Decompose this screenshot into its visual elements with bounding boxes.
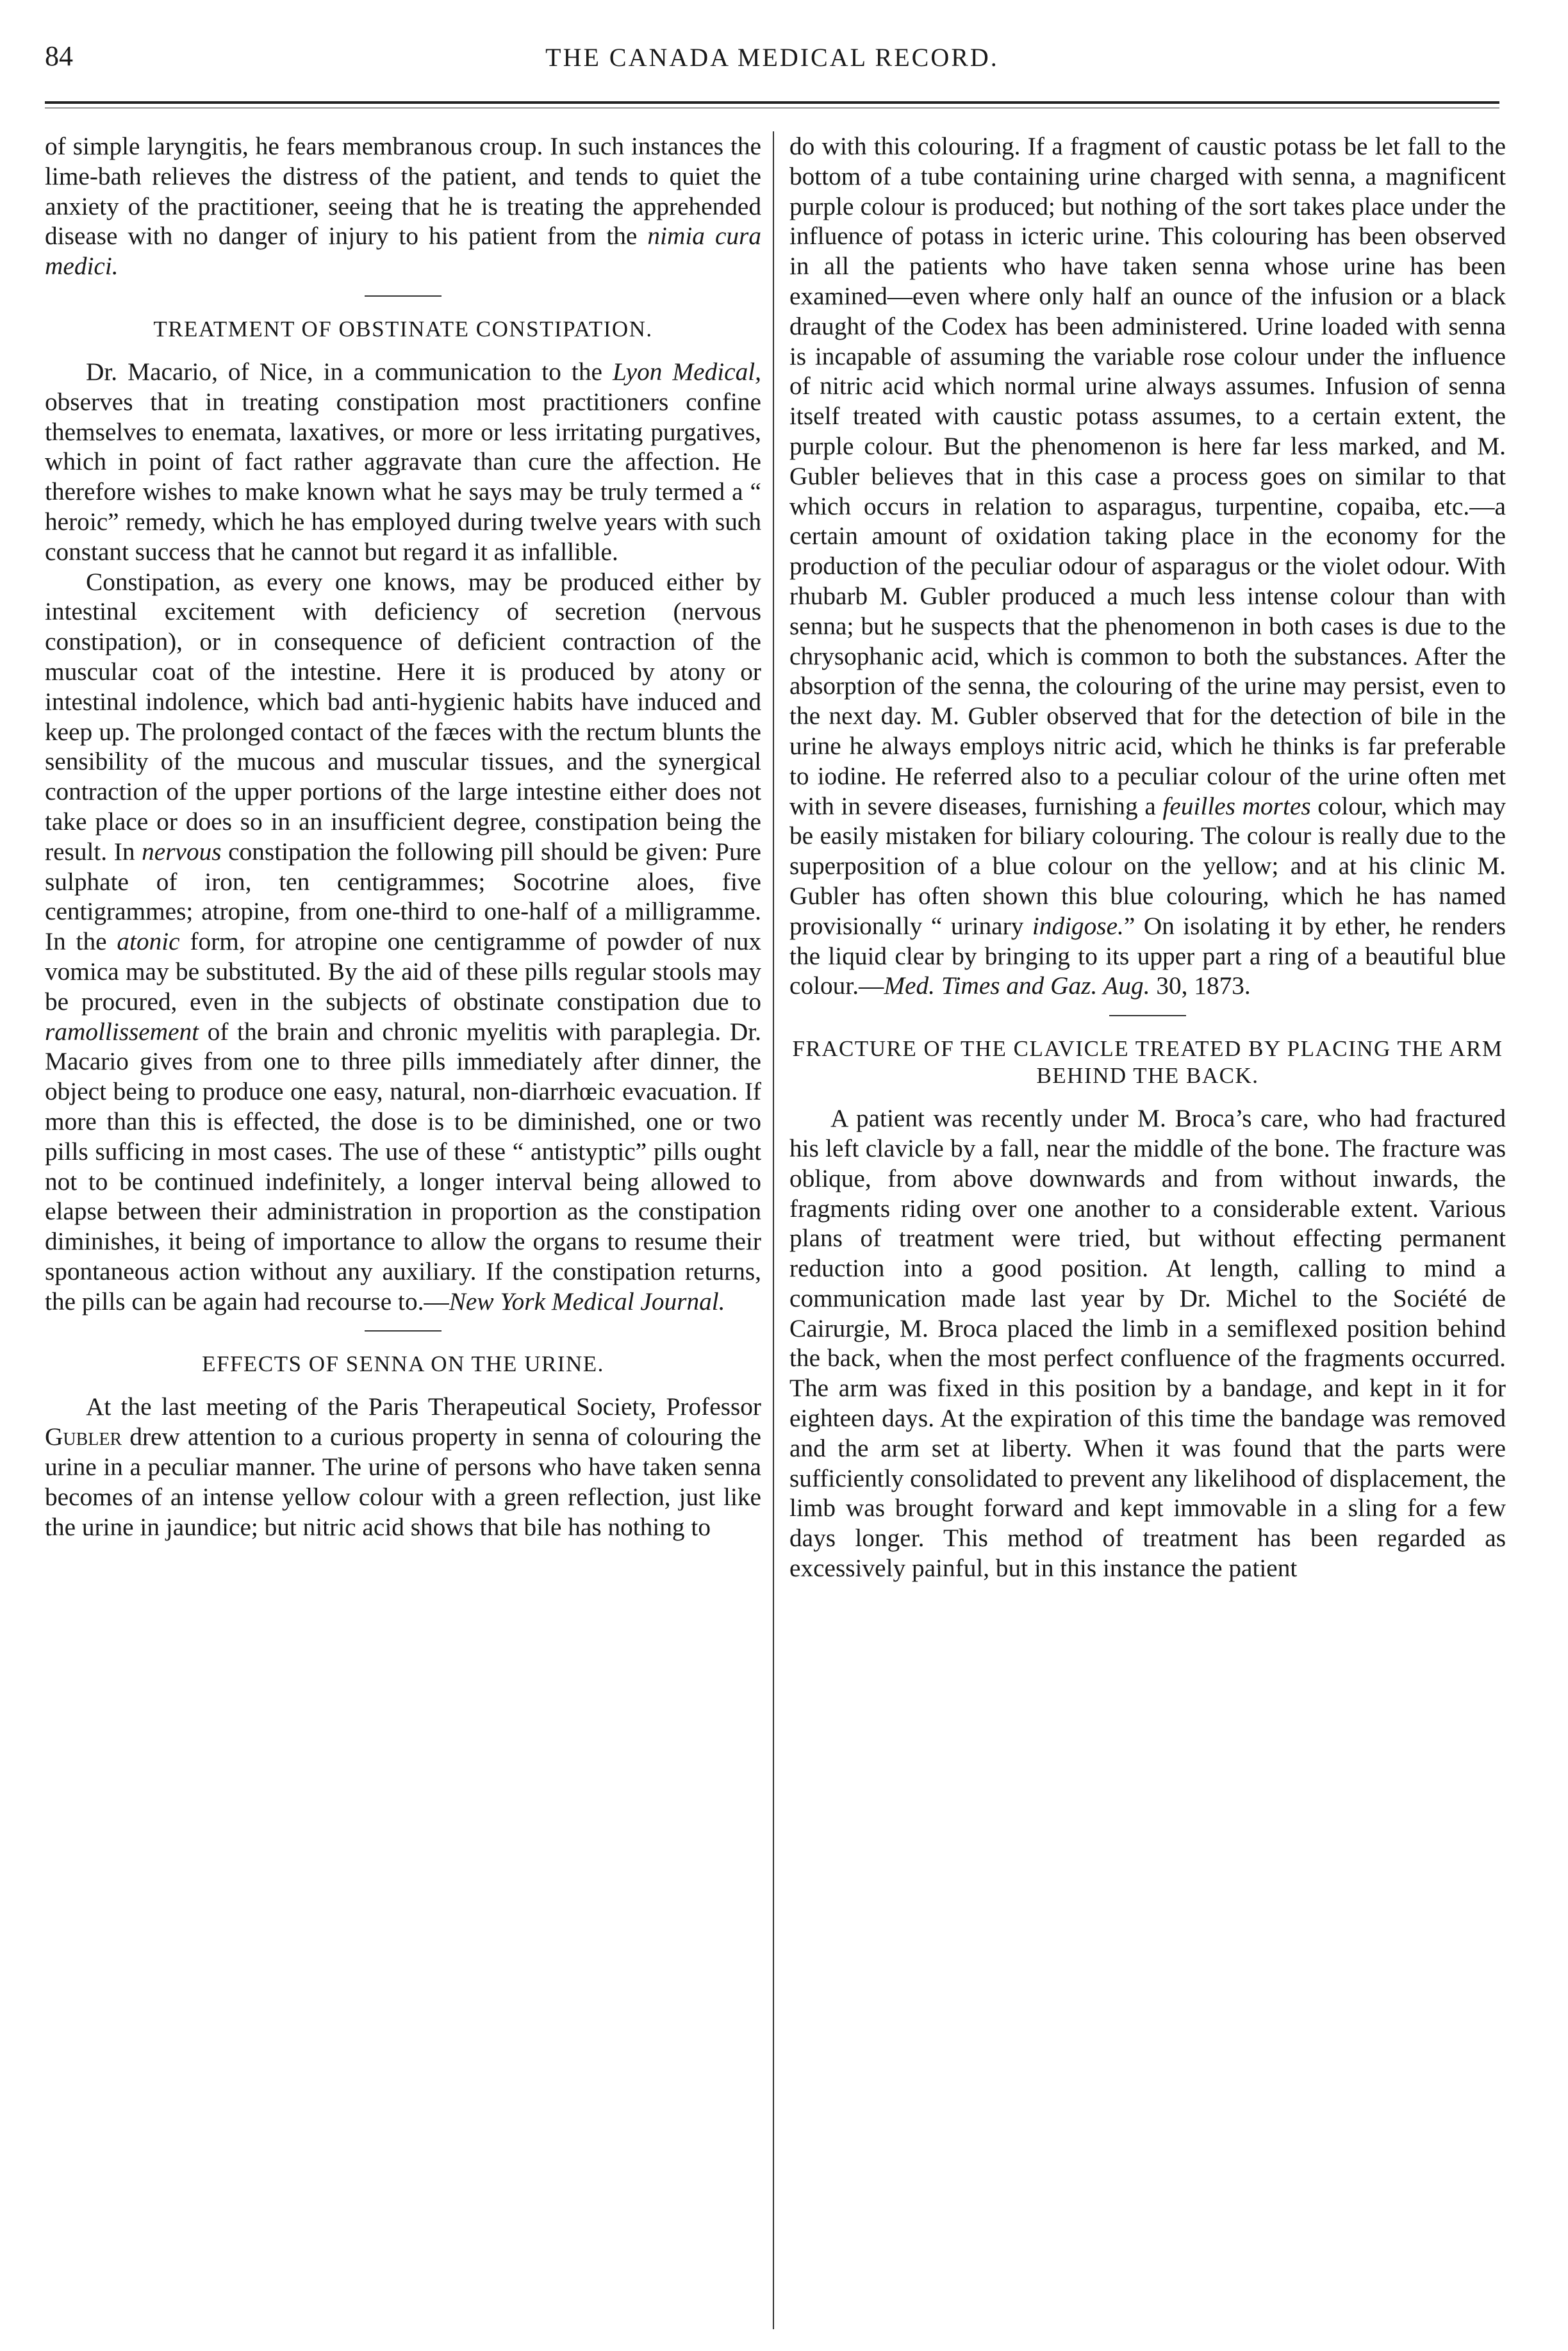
left-column: [45, 131, 761, 2336]
article-title-senna: EFFECTS OF SENNA ON THE URINE.: [202, 1351, 604, 1377]
paragraph-constipation-causes: Constipation, as every one knows, may be produced either by intestinal excitement with deficiency of secretion (nervous constipation), or in consequence of deficient contraction of the muscular coat of the intestine. Here it is produced by atony or intestinal indolence, which bad anti-hygienic habits have induced and keep up. The prolonged contact of the fæces with the rectum blunts the sensibility of the mucous and muscular tissues, and the synergical contraction of the upper portions of the large intestine either does not take place or does so in an insufficient degree, constipation being the result. In nervous constipation the following pill should be given: Pure sulphate of iron, ten centigrammes; Socotrine aloes, five centigrammes; atropine, from one-third to one-half of a milligramme. In the atonic form, for atropine one centigramme of powder of nux vomica may be substituted. By the aid of these pills regular stools may be procured, even in the subjects of obstinate constipation due to ramollissement of the brain and chronic myelitis with paraplegia. Dr. Macario gives from one to three pills immediately after dinner, the object being to produce one easy, natural, non-diarrhœic evacuation. If more than this is effected, the dose is to be diminished, one or two pills sufficing in most cases. The use of these “ antistyptic” pills ought not to be continued indefinitely, a longer interval being allowed to elapse between their administration in proportion as the constipation diminishes, it being of importance to allow the organs to resume their spontaneous action without any auxiliary. If the constipation returns, the pills can be again had recourse to.—New York Medical Journal.: [45, 567, 761, 1316]
article-laryngitis-end: of simple laryngitis, he fears membranous croup. In such instances the lime-bath relieves the distress of the patient, and tends to quiet the anxiety of the practitioner, seeing that he is treating the apprehended disease with no danger of injury to his patient from the nimia cura medici.: [45, 132, 761, 281]
page-header: [45, 40, 1499, 85]
paragraph-senna-start: At the last meeting of the Paris Therapeutical Society, Professor Gubler drew attention to a curious property in senna of colouring the urine in a peculiar manner. The urine of persons who have taken senna becomes of an intense yellow colour with a green reflection, just like the urine in jaundice; but nitric acid shows that bile has nothing to: [45, 1392, 761, 1541]
paragraph-clavicle: A patient was recently under M. Broca’s care, who had fractured his left clavicle by a fall, near the middle of the bone. The fracture was oblique, from above downwards and from without inwards, the fragments riding over one another to a considerable extent. Various plans of treatment were tried, but without effecting permanent reduction into a good position. At length, calling to mind a communication made last year by Dr. Michel to the Société de Cairurgie, M. Broca placed the limb in a semiflexed position behind the back, when the most perfect confluence of the fragments occurred. The arm was fixed in this position by a bandage, and kept in it for eighteen days. At the expiration of this time the bandage was removed and the arm set at liberty. When it was found that the parts were sufficiently consolidated to prevent any likelihood of displacement, the limb was brought forward and kept immovable in a sling for a few days longer. This method of treatment has been regarded as excessively painful, but in this instance the patient: [789, 1104, 1506, 1583]
article-separator: [365, 295, 442, 297]
running-title: THE CANADA MEDICAL RECORD.: [545, 43, 999, 72]
page-number: 84: [45, 40, 73, 72]
author-name: Gubler: [45, 1423, 122, 1451]
header-double-rule: [45, 101, 1499, 108]
right-column: [789, 131, 1506, 2336]
latin-phrase: nimia cura medici.: [45, 222, 761, 281]
paragraph-macario-intro: Dr. Macario, of Nice, in a communication to the Lyon Medical, observes that in treating constipation most practitioners confine themselves to enemata, laxatives, or more or less irritating purgatives, which in point of fact rather aggravate than cure the affection. He therefore wishes to make known what he says may be truly termed a “ heroic” remedy, which he has employed during twelve years with such constant success that he cannot but regard it as infallible.: [45, 357, 761, 566]
article-separator: [1109, 1015, 1186, 1016]
article-title-constipation: TREATMENT OF OBSTINATE CONSTIPATION.: [153, 316, 653, 342]
column-divider: [773, 131, 774, 2329]
article-separator: [365, 1330, 442, 1332]
article-title-clavicle: FRACTURE OF THE CLAVICLE TREATED BY PLACING THE ARM BEHIND THE BACK.: [792, 1036, 1503, 1089]
source-citation: Med. Times and Gaz. Aug.: [884, 971, 1150, 1000]
paragraph-senna-continued: do with this colouring. If a fragment of caustic potass be let fall to the bottom of a tube containing urine charged with senna, a magnificent purple colour is produced; but nothing of the sort takes place under the influence of potass in icteric urine. This colouring has been observed in all the patients who have taken senna whose urine has been examined—even where only half an ounce of the infusion or a black draught of the Codex has been administered. Urine loaded with senna is incapable of assuming the variable rose colour under the influence of nitric acid which normal urine always assumes. Infusion of senna itself treated with caustic potass assumes, to a certain extent, the purple colour. But the phenomenon is here far less marked, and M. Gubler believes that in this case a process goes on similar to that which occurs in relation to asparagus, turpentine, copaiba, etc.—a certain amount of oxidation taking place in the economy for the production of the peculiar odour of asparagus or the violet odour. With rhubarb M. Gubler produced a much less intense colour than with senna; but he suspects that the phenomenon in both cases is due to the chrysophanic acid, which is common to both the substances. After the absorption of the senna, the colouring of the urine may persist, even to the next day. M. Gubler observed that for the detection of bile in the urine he always employs nitric acid, which he thinks is far preferable to iodine. He referred also to a peculiar colour of the urine often met with in severe diseases, furnishing a feuilles mortes colour, which may be easily mistaken for biliary colouring. The colour is really due to the superposition of a blue colour on the yellow; and at his clinic M. Gubler has often shown this blue colouring, which he has named provisionally “ urinary indigose.” On isolating it by ether, he renders the liquid clear by bringing to its upper part a ring of a beautiful blue colour.—Med. Times and Gaz. Aug. 30, 1873.: [789, 132, 1506, 1000]
source-citation: New York Medical Journal.: [449, 1287, 725, 1316]
